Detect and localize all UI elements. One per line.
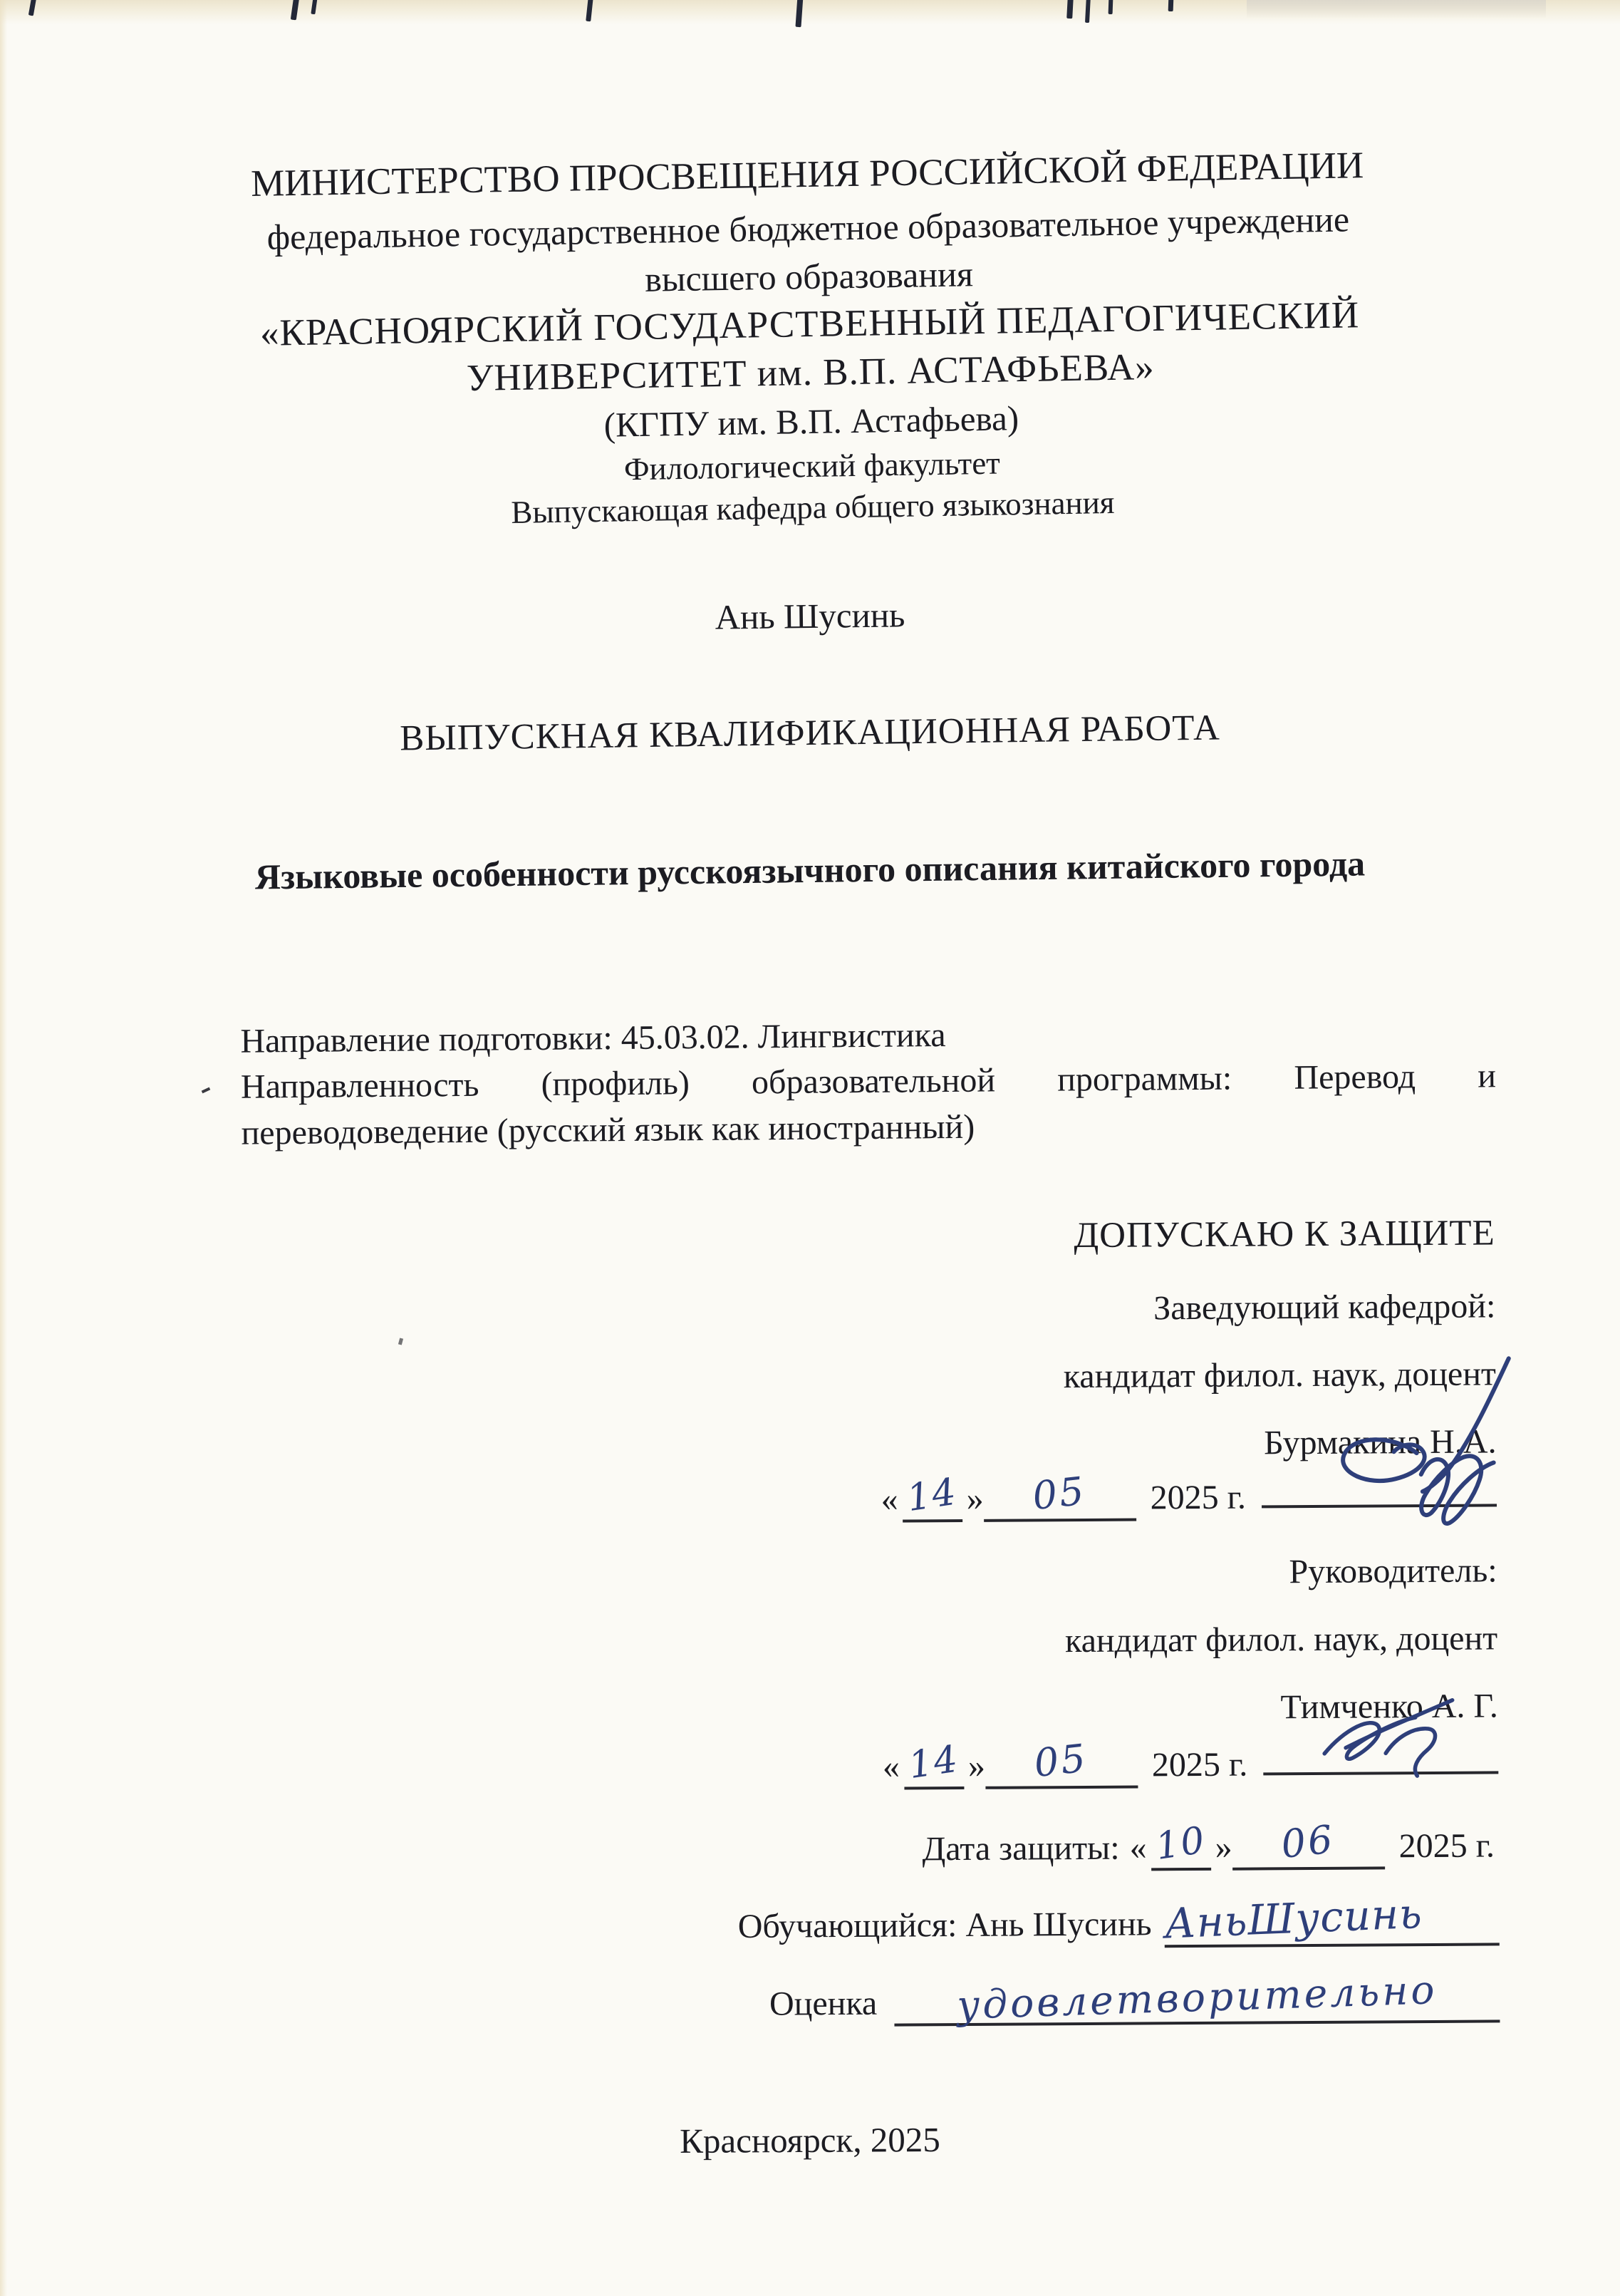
head-date-month-field: [983, 1468, 1136, 1522]
institution-type-line: федеральное государственное бюджетное образовательное учреждение: [266, 199, 1350, 257]
scan-mark: [1108, 0, 1113, 14]
defense-date-row: [430, 1816, 1499, 1875]
handwritten-grade: удовлетворительно: [956, 1967, 1438, 2028]
supervisor-degree: [429, 1618, 1497, 1664]
handwritten-month: 05: [1032, 1735, 1091, 1786]
head-signature: [1268, 1354, 1512, 1534]
grade-value-field: [894, 1967, 1500, 2028]
faculty-line: Филологический факультет: [623, 445, 1001, 487]
department-head-role: [427, 1286, 1495, 1332]
handwritten-day: 14: [904, 1470, 960, 1521]
approval-heading-text: ДОПУСКАЮ К ЗАЩИТЕ: [1074, 1213, 1495, 1256]
grade-label: Оценка: [769, 1984, 878, 2023]
handwritten-day: 10: [1152, 1819, 1209, 1868]
head-signature-field: [1262, 1504, 1497, 1508]
author-name: Ань Шусинь: [715, 595, 905, 637]
thesis-title: Языковые особенности русскоязычного описания китайского города: [254, 843, 1366, 897]
education-level-line: высшего образования: [644, 254, 974, 299]
supervisor-role-text: Руководитель:: [1289, 1551, 1497, 1591]
laquo-mark: «: [881, 1480, 898, 1519]
department-head-degree-text: кандидат филол. наук, доцент: [1063, 1355, 1497, 1396]
approval-block: [427, 1212, 1500, 2029]
department-head-role-text: Заведующий кафедрой:: [1153, 1287, 1496, 1328]
head-date-year: 2025 г.: [1150, 1478, 1247, 1517]
supervisor-date-day-field: [904, 1737, 964, 1790]
defense-date-label: Дата защиты:: [922, 1829, 1120, 1868]
supervisor-date-month-field: [985, 1735, 1138, 1789]
department-head-name-text: Бурмакина Н.А.: [1263, 1422, 1497, 1462]
scan-speck: [398, 1338, 403, 1345]
university-name-line-2: УНИВЕРСИТЕТ им. В.П. АСТАФЬЕВА»: [466, 346, 1156, 399]
grade-row: [431, 1967, 1500, 2029]
supervisor-name-text: Тимченко А. Г.: [1280, 1687, 1498, 1727]
university-header: [0, 138, 1620, 542]
raquo-mark: »: [966, 1479, 984, 1518]
supervisor-signature-field: [1263, 1771, 1498, 1775]
program-profile-line-2: переводоведение (русский язык как иностранный): [241, 1107, 975, 1152]
scan-top-band-right: [1247, 0, 1546, 19]
supervisor-date-row: [430, 1735, 1498, 1796]
approval-heading: [427, 1212, 1495, 1260]
defense-date-month-field: [1232, 1816, 1384, 1870]
program-direction-line: Направление подготовки: 45.03.02. Лингвистика: [240, 1016, 946, 1060]
handwritten-day: 14: [905, 1737, 962, 1788]
university-name-line-1: «КРАСНОЯРСКИЙ ГОСУДАРСТВЕННЫЙ ПЕДАГОГИЧЕСКИЙ: [259, 294, 1360, 354]
supervisor-degree-text: кандидат филол. наук, доцент: [1064, 1619, 1498, 1660]
student-row: [430, 1888, 1499, 1952]
student-signature-field: [1163, 1888, 1499, 1948]
supervisor-signature: [1306, 1685, 1463, 1792]
laquo-mark: «: [1129, 1829, 1147, 1867]
handwritten-month: 05: [1030, 1468, 1089, 1519]
head-date-day-field: [902, 1470, 962, 1523]
raquo-mark: »: [967, 1747, 986, 1785]
defense-date-day-field: [1151, 1819, 1210, 1871]
laquo-mark: «: [882, 1747, 900, 1786]
work-type-heading: ВЫПУСКНАЯ КВАЛИФИКАЦИОННАЯ РАБОТА: [399, 708, 1221, 759]
handwritten-month: 06: [1279, 1816, 1337, 1868]
program-info: [240, 1008, 1497, 1156]
city-year-footer: Красноярск, 2025: [680, 2120, 940, 2161]
department-line: Выпускающая кафедра общего языкознания: [511, 484, 1115, 530]
program-profile-line-1: Направленность (профиль) образовательной программы: Перевод и: [240, 1057, 1497, 1106]
scan-mark: [1168, 0, 1174, 11]
defense-date-year: 2025 г.: [1398, 1826, 1495, 1866]
supervisor-date-year: 2025 г.: [1151, 1745, 1248, 1784]
raquo-mark: »: [1215, 1828, 1232, 1866]
scan-mark: [1066, 0, 1074, 19]
university-abbreviation: (КГПУ им. В.П. Астафьева): [603, 398, 1019, 445]
department-head-date-row: [428, 1468, 1497, 1529]
student-signature: АньШусинь: [1163, 1888, 1423, 1948]
supervisor-role: [428, 1551, 1497, 1596]
scan-speck: [202, 1087, 211, 1094]
student-label: Обучающийся: Ань Шусинь: [737, 1905, 1152, 1945]
ministry-line: МИНИСТЕРСТВО ПРОСВЕЩЕНИЯ РОССИЙСКОЙ ФЕДЕРАЦИИ: [250, 145, 1364, 205]
